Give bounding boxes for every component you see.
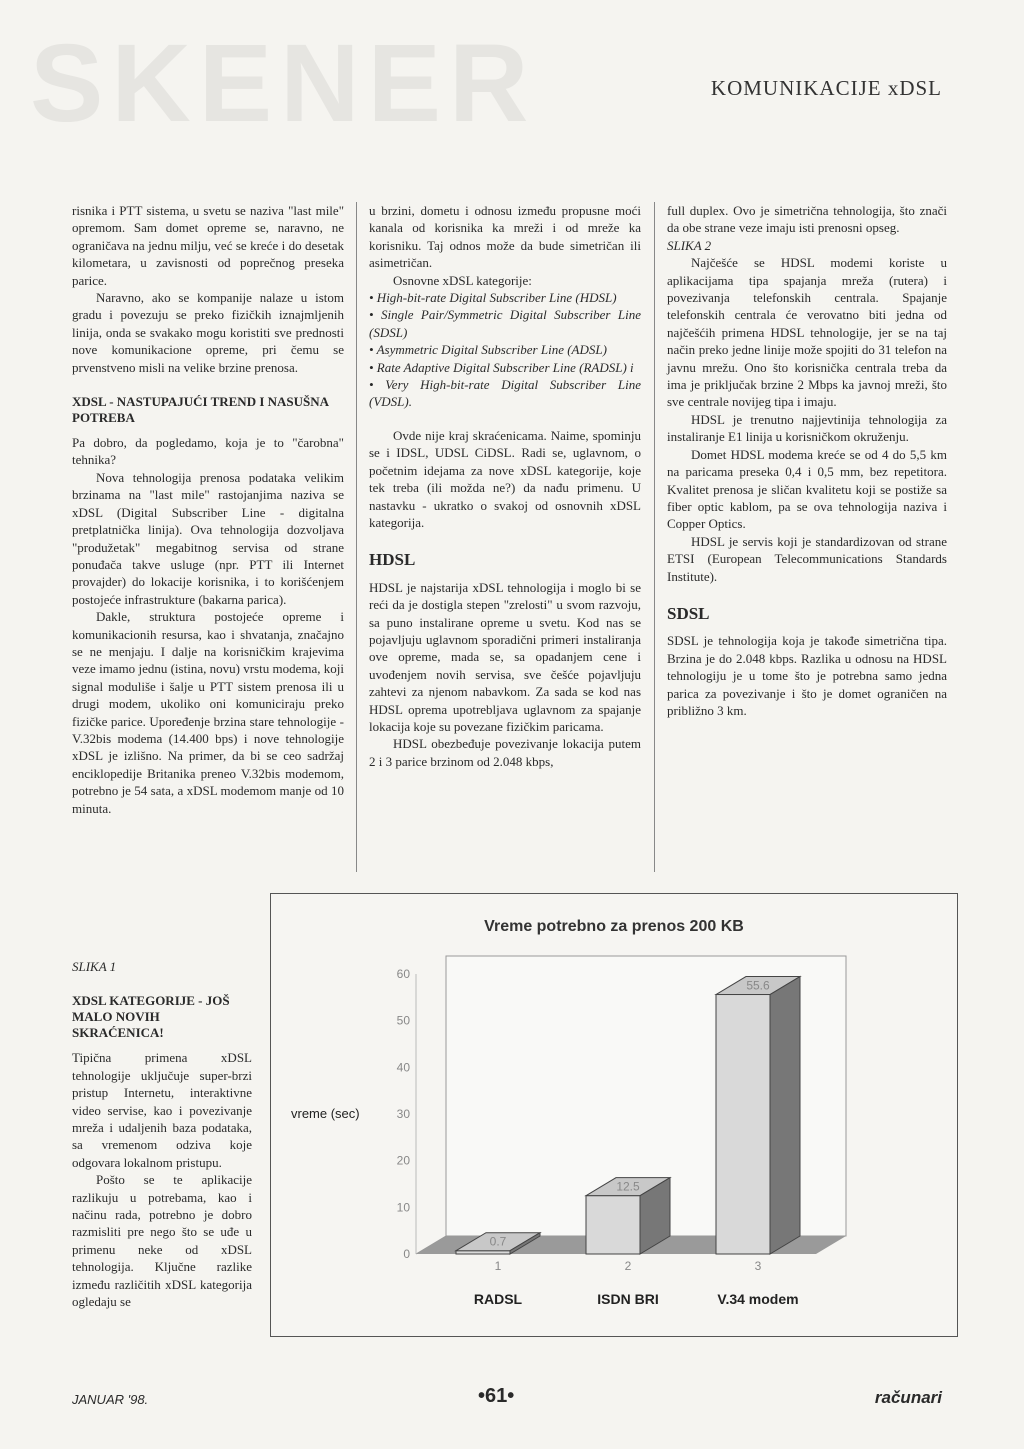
list-item: • Rate Adaptive Digital Subscriber Line (RADSL) i: [369, 359, 634, 375]
paragraph: HDSL je najstarija xDSL tehnologija i moglo bi se reći da je dostigla stepen "zrelosti" u svom razvoju, sa puno instalirane opreme u svetu. Kod nas se pojavljuju uglavnom sporadični primeri instaliranja ove opreme, mada se, sa opadanjem cene i uvođenjem novih servisa, sve češće pojavljuju zahtevi za njenom nabavkom. Za sada se kod nas HDSL oprema upotrebljava uglavnom za spajanje lokacija koje su povezane fizičkim paricama.: [369, 579, 641, 734]
y-tick-label: 60: [396, 967, 410, 981]
paragraph: full duplex. Ovo je simetrična tehnologija, što znači da obe strane veze imaju isti prenosni opseg.: [667, 203, 947, 236]
bar-front: [716, 995, 770, 1254]
chart-title: Vreme potrebno za prenos 200 KB: [484, 918, 744, 935]
paragraph: Tipična primena xDSL tehnologije uključuje super-brzi pristup Internetu, interaktivne video servise, kao i povezivanje mreža i udaljenih baza podataka, sa vremenom odziva koje odgovara lokalnom pristupu.: [72, 1050, 252, 1170]
paragraph: Naravno, ako se kompanije nalaze u istom gradu i povezuju se preko fizičkih iznajmljenih linija, onda se svakako mogu koristiti sve prednosti nove komunikacione opreme, pri čemu se prvenstveno misli na velike brzine prenosa.: [72, 290, 344, 375]
section-header: KOMUNIKACIJE xDSL: [710, 76, 942, 100]
y-tick-label: 50: [396, 1013, 410, 1028]
paragraph: SDSL je tehnologija koja je takođe simetrična tipa. Brzina je do 2.048 kbps. Razlika u odnosu na HDSL tehnologiju je u tome što je potrebna samo jedna parica za povezivanje i što je domet ograničen na približno 3 km.: [667, 633, 947, 718]
paragraph: Dakle, struktura postojeće opreme i komunikacionih resursa, kao i shvatanja, značajno se ne menjaju. I dalje na korisničkim krajevima veze imamo jednu (istina, novu) vrstu modema, koji signal moduliše i šalje u PTT sistem prenosa ili u drugi modem, ukoliko oni komuniciraju preko fizičke parice. Upoređenje brzina stare tehnologije - V.32bis modema (14.400 bps) i nove tehnologije xDSL je izlišno. Na primer, da bi se ceo sadržaj enciklopedije Britanika preneo V.32bis modemom, potrebno je 54 sata, a xDSL modemom manje od 10 minuta.: [72, 609, 344, 816]
paragraph: Ovde nije kraj skraćenicama. Naime, spominju se i IDSL, UDSL CiDSL. Radi se, uglavnom, o početnim idejama za nove xDSL kategorije, koje tek treba (ili možda ne?) da nađu primenu. U nastavku - ukratko o svakoj od osnovnih xDSL kategorija.: [369, 427, 641, 530]
section-heading: SDSL: [667, 603, 710, 623]
subheading: XDSL KATEGORIJE - JOŠ MALO NOVIH SKRAĆENICA!: [72, 993, 230, 1041]
list-item: • Single Pair/Symmetric Digital Subscriber Line (SDSL): [369, 307, 641, 340]
paragraph: HDSL obezbeđuje povezivanje lokacija putem 2 i 3 parice brzinom od 2.048 kbps,: [369, 736, 641, 769]
chart-frame: [270, 893, 958, 1337]
paragraph: Nova tehnologija prenosa podataka velikim brzinama na "last mile" rastojanjima naziva se xDSL (Digital Subscriber Line - digitalna pretplatnička linija). Ova tehnologija dozvoljava "produžetak" megabitnog servisa od strane ponuđača takve usluge (npr. PTT ili Internet provajder) do lokacije korisnika, i to korišćenjem postojeće infrastrukture (bakarna parica).: [72, 469, 344, 607]
column-rule: [356, 202, 357, 872]
y-axis-label: vreme (sec): [291, 1106, 360, 1121]
paragraph: Pošto se te aplikacije razlikuju u potrebama, kao i načinu rada, potrebno je dobro razmisliti pre nego što se uđe u primenu neke od xDSL tehnologija. Ključne razlike između različitih xDSL kategorija ogledaju se: [72, 1172, 252, 1310]
column-3: [667, 202, 947, 719]
paragraph: Najčešće se HDSL modemi koriste u aplikacijama tipa spajanja mreža (rutera) i povezivanja telefonskih centrala. Spajanje telefonskih centrala će verovatno biti jedna od najčešćih primena HDSL tehnologije, jer se na taj način preko jedne linije može spojiti do 31 telefon na javnu mrežu. Ono što korisnička centrala treba da ima je priključak brzine 2 Mbps ka javnoj mreži, što sve centrale novijeg tipa i imaju.: [667, 255, 947, 410]
paragraph: u brzini, dometu i odnosu između propusne moći kanala od korisnika ka mreži i od mreže ka korisniku. Taj odnos može da bude simetričan ili asimetričan.: [369, 203, 641, 271]
y-tick-label: 30: [396, 1107, 410, 1121]
bar-side: [770, 977, 800, 1254]
section-heading: HDSL: [369, 550, 416, 570]
list-item: • Asymmetric Digital Subscriber Line (ADSL): [369, 342, 607, 358]
y-tick-label: 10: [396, 1200, 410, 1215]
y-tick-label: 40: [396, 1060, 410, 1075]
list-item: • High-bit-rate Digital Subscriber Line (HDSL): [369, 290, 617, 306]
x-tick-label: 1: [494, 1259, 502, 1273]
x-tick-label: 3: [754, 1259, 762, 1273]
y-tick-label: 20: [396, 1153, 410, 1168]
category-label: V.34 modem: [717, 1291, 799, 1307]
category-label: ISDN BRI: [597, 1291, 659, 1307]
list-item: • Very High-bit-rate Digital Subscriber Line (VDSL).: [369, 377, 641, 410]
column-2: [369, 202, 641, 770]
bar-front: [586, 1196, 640, 1254]
bar-chart: [271, 894, 957, 1336]
paragraph: risnika i PTT sistema, u svetu se naziva "last mile" opremom. Sam domet opreme se, naravno, ne ograničava na jednu milju, već se kreće i do desetak kilometara, u zavisnosti od poprečnog preseka parice.: [72, 203, 344, 288]
paragraph: Domet HDSL modema kreće se od 4 do 5,5 km na paricama preseka 0,4 i 0,5 mm, bez repetitora. Kvalitet prenosa je sličan kvalitetu koji se postiže sa fiber optic kablom, pa se ova tehnologija naziva i Copper Optics.: [667, 446, 947, 532]
figure-caption: SLIKA 2: [667, 237, 712, 253]
issue-date: JANUAR '98.: [72, 1392, 149, 1407]
background-ghost-text: SKENER: [30, 22, 537, 145]
paragraph: Pa dobro, da pogledamo, koja je to "čarobna" tehnika?: [72, 435, 344, 468]
figure-caption: SLIKA 1: [72, 959, 117, 974]
paragraph: HDSL je servis koji je standardizovan od strane ETSI (European Telecommunications Standards Institute).: [667, 533, 947, 584]
x-tick-label: 2: [624, 1259, 632, 1273]
page-number: •61•: [478, 1385, 515, 1407]
paragraph: Osnovne xDSL kategorije:: [393, 272, 532, 288]
paragraph: HDSL je trenutno najjevtinija tehnologija za instaliranje E1 linija u korisničkom okruženju.: [667, 411, 947, 445]
y-tick-label: 0: [403, 1247, 410, 1261]
column-1-lower: [72, 958, 252, 1311]
category-label: RADSL: [473, 1291, 523, 1307]
data-label: 55.6: [746, 978, 770, 993]
column-1: [72, 202, 344, 817]
data-label: 12.5: [616, 1179, 640, 1194]
data-label: 0.7: [489, 1234, 507, 1249]
subheading: XDSL - NASTUPAJUĆI TREND I NASUŠNA POTREBA: [72, 394, 329, 426]
magazine-name: računari: [874, 1388, 942, 1407]
column-rule: [654, 202, 655, 872]
